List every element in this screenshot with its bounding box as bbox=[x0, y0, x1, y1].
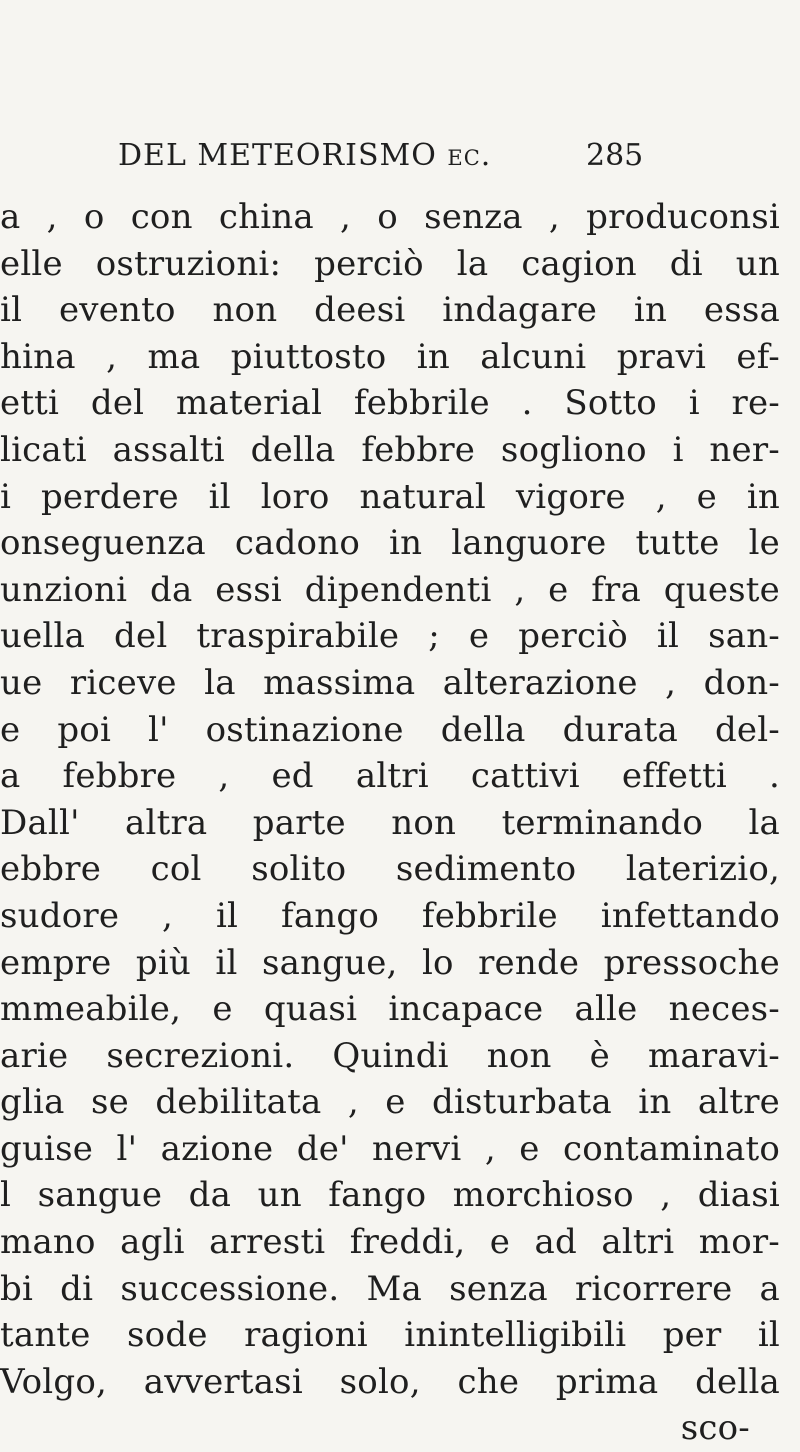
text-line: empre più il sangue, lo rende pressoche bbox=[0, 942, 780, 983]
text-line: hina , ma piuttosto in alcuni pravi ef- bbox=[0, 336, 780, 377]
text-line: a febbre , ed altri cattivi effetti . bbox=[0, 756, 780, 797]
text-line: elle ostruzioni: perciò la cagion di un bbox=[0, 243, 780, 284]
text-line: tante sode ragioni inintelligibili per il bbox=[0, 1315, 780, 1356]
page-number: 285 bbox=[586, 138, 644, 173]
text-line: e poi l' ostinazione della durata del- bbox=[0, 709, 780, 750]
text-line: mmeabile, e quasi incapace alle neces- bbox=[0, 989, 780, 1030]
text-line: sudore , il fango febbrile infettando bbox=[0, 895, 780, 936]
text-line: i perdere il loro natural vigore , e in bbox=[0, 476, 780, 517]
text-line: etti del material febbrile . Sotto i re- bbox=[0, 383, 780, 424]
text-line: a , o con china , o senza , produconsi bbox=[0, 197, 780, 237]
text-line: ue riceve la massima alterazione , don- bbox=[0, 662, 780, 703]
text-line: glia se debilitata , e disturbata in altre bbox=[0, 1082, 780, 1123]
text-line: uella del traspirabile ; e perciò il san- bbox=[0, 616, 780, 657]
running-head bbox=[118, 138, 644, 178]
text-line: l sangue da un fango morchioso , diasi bbox=[0, 1175, 780, 1216]
text-line: Volgo, avvertasi solo, che prima della bbox=[0, 1361, 780, 1402]
text-line: guise l' azione de' nervi , e contaminato bbox=[0, 1128, 780, 1169]
text-line: onseguenza cadono in languore tutte le bbox=[0, 523, 780, 564]
text-line: sco- bbox=[680, 1408, 750, 1449]
text-line: Dall' altra parte non terminando la bbox=[0, 802, 780, 843]
text-line: bi di successione. Ma senza ricorrere a bbox=[0, 1268, 780, 1309]
text-line: licati assalti della febbre sogliono i ner- bbox=[0, 429, 780, 470]
text-line: mano agli arresti freddi, e ad altri mor- bbox=[0, 1222, 780, 1263]
text-line: ebbre col solito sedimento laterizio, bbox=[0, 849, 780, 890]
body-text bbox=[0, 194, 788, 1452]
text-line: il evento non deesi indagare in essa bbox=[0, 290, 780, 331]
text-line: unzioni da essi dipendenti , e fra queste bbox=[0, 569, 780, 610]
running-title: DEL METEORISMO ec. bbox=[118, 138, 492, 173]
text-line: arie secrezioni. Quindi non è maravi- bbox=[0, 1035, 780, 1076]
